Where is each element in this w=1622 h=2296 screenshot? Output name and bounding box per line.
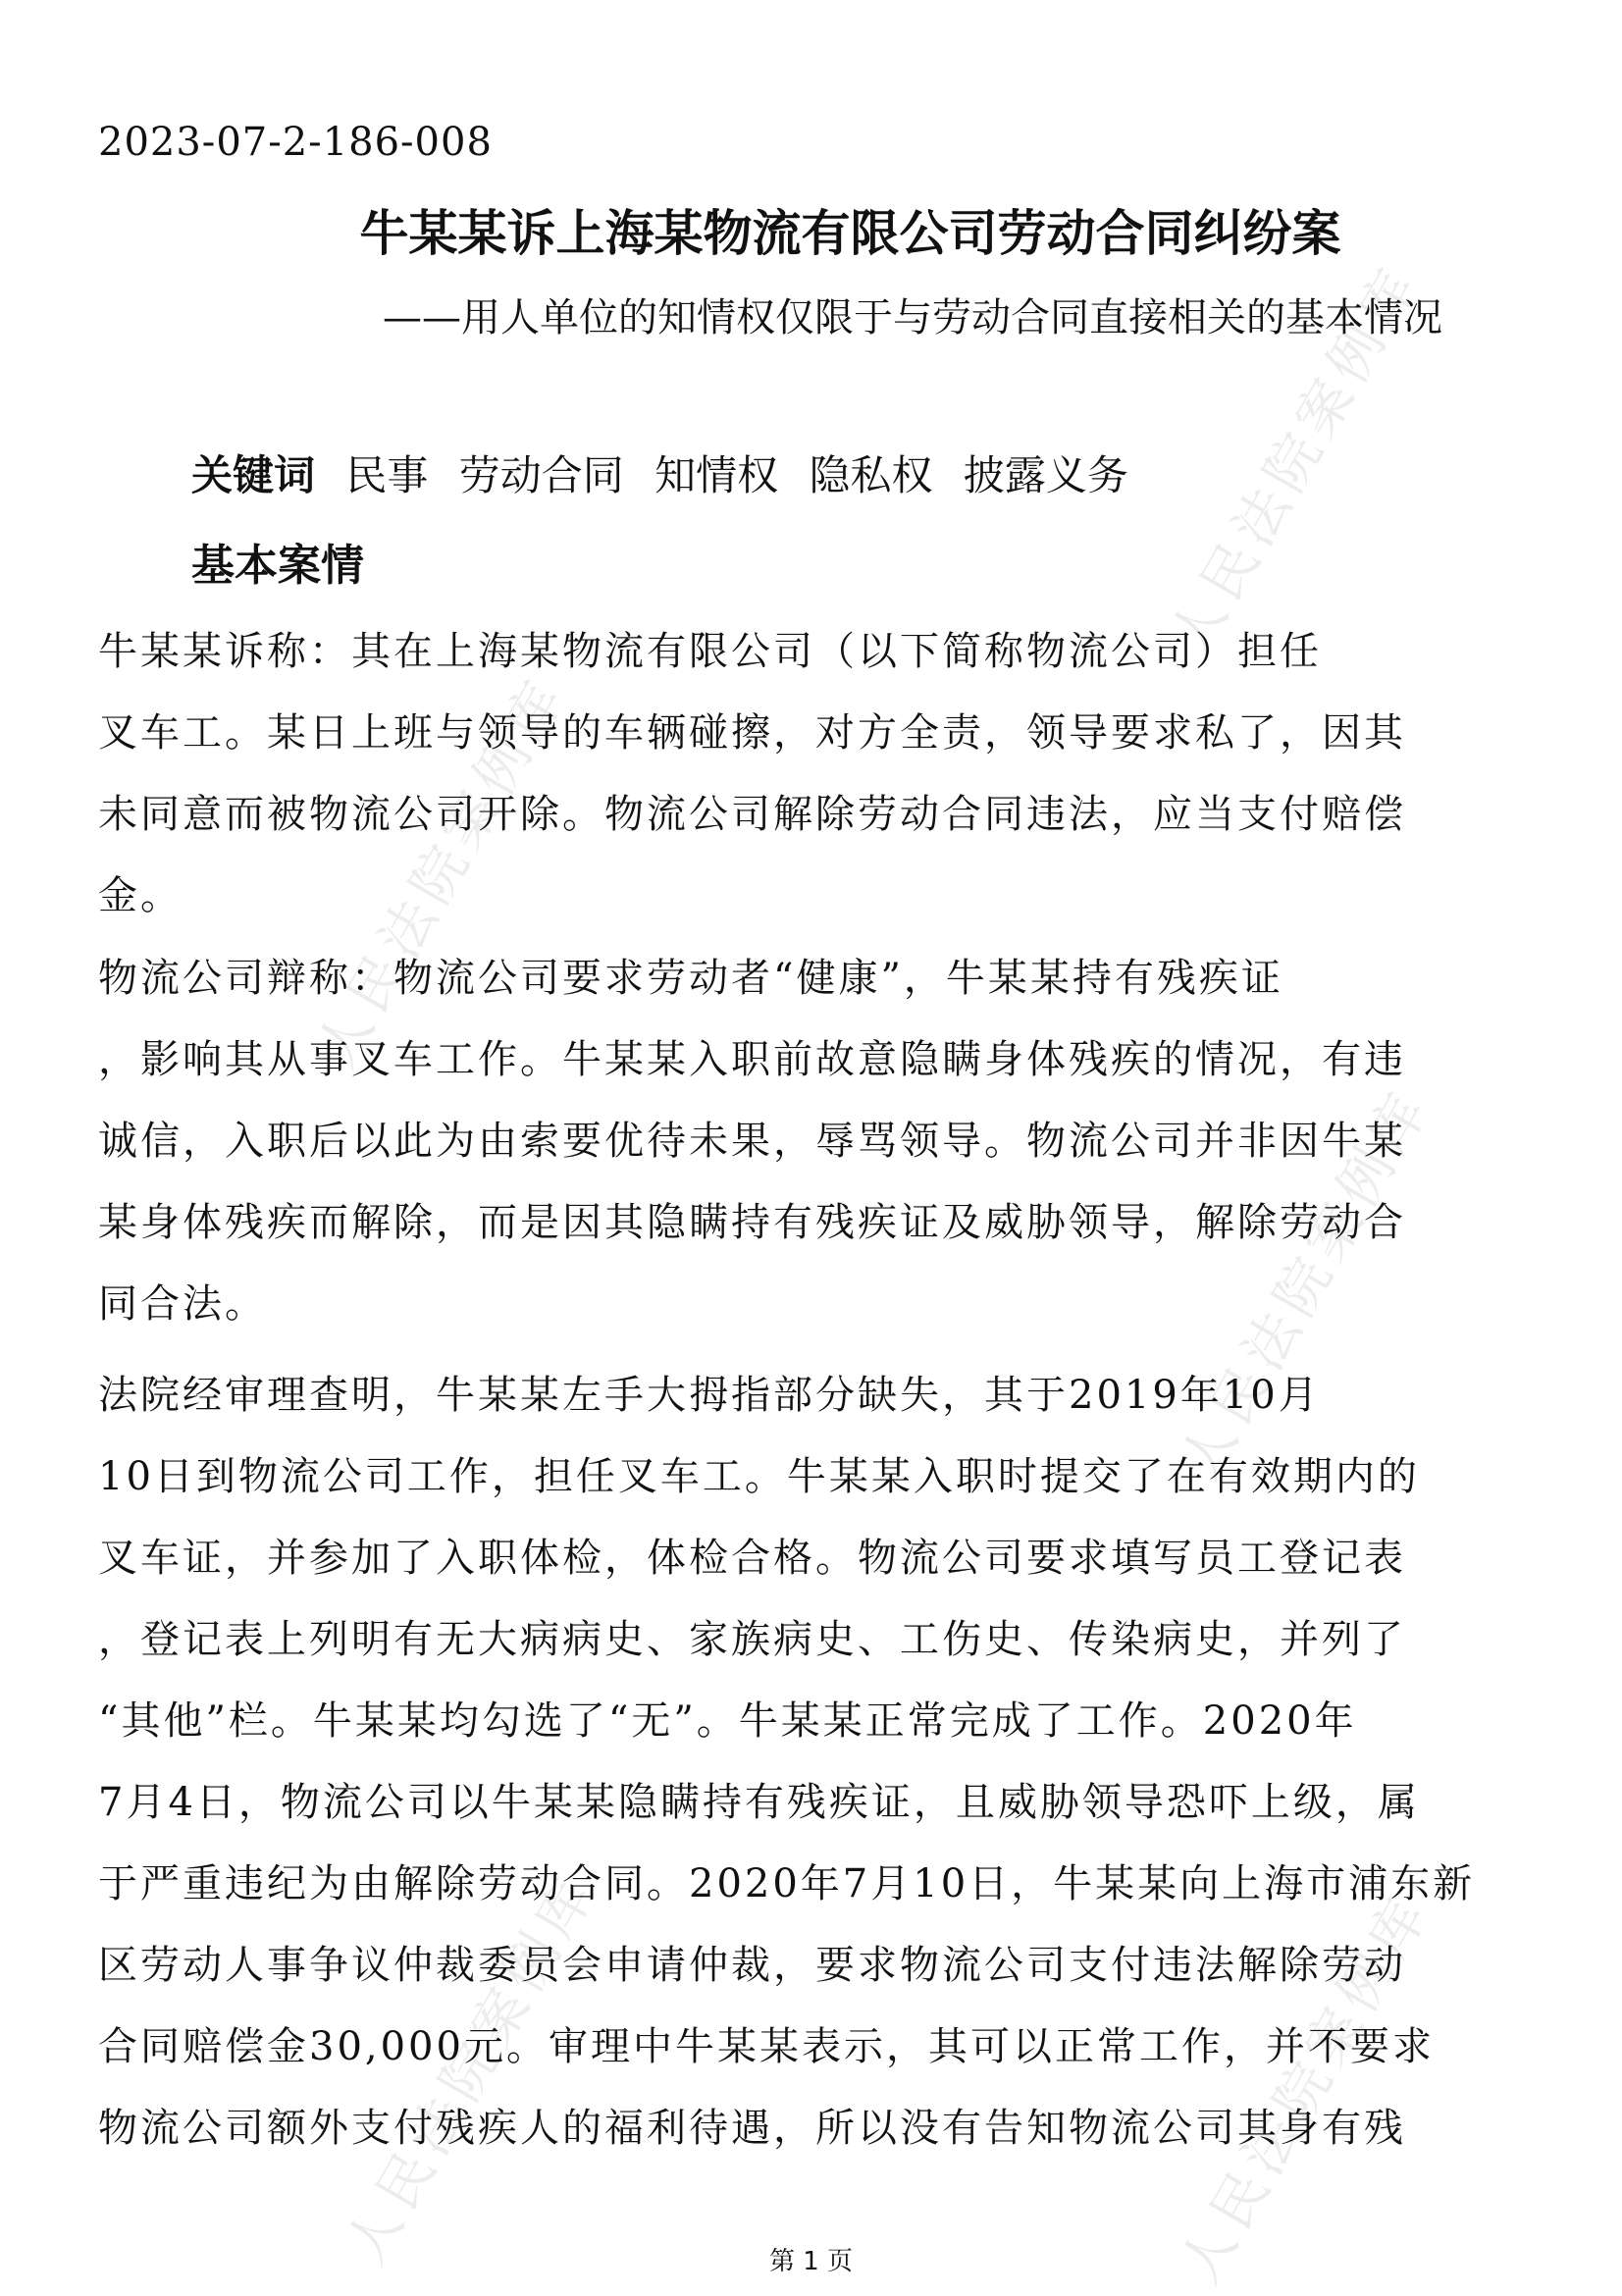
watermark-right-mid: 人民法院案例库 [1168,1077,1443,1490]
body-line: 牛某某诉称：其在上海某物流有限公司（以下简称物流公司）担任 [98,629,1322,674]
keyword-item: 民事 [345,451,429,499]
body-line: 法院经审理查明，牛某某左手大拇指部分缺失，其于2019年10月 [98,1373,1321,1418]
keywords-label: 关键词 [191,451,316,499]
watermark-left-bottom: 人民法院案例库 [334,1862,609,2275]
page-subtitle: ——用人单位的知情权仅限于与劳动合同直接相关的基本情况 [383,295,1442,340]
body-line: ，登记表上列明有无大病病史、家族病史、工伤史、传染病史，并列了 [98,1617,1406,1662]
body-line: 7月4日，物流公司以牛某某隐瞒持有残疾证，且威胁领导恐吓上级，属 [98,1780,1420,1825]
body-line: ，影响其从事叉车工作。牛某某入职前故意隐瞒身体残疾的情况，有违 [98,1037,1406,1082]
body-line: 区劳动人事争议仲裁委员会申请仲裁，要求物流公司支付违法解除劳动 [98,1943,1406,1988]
body-line: 诚信，入职后以此为由索要优待未果，辱骂领导。物流公司并非因牛某 [98,1119,1406,1164]
body-line: 同合法。 [98,1281,267,1327]
keyword-item: 知情权 [654,451,779,499]
body-line: 未同意而被物流公司开除。物流公司解除劳动合同违法，应当支付赔偿 [98,792,1406,837]
case-id: 2023-07-2-186-008 [98,120,493,165]
body-line: 物流公司额外支付残疾人的福利待遇，所以没有告知物流公司其身有残 [98,2106,1406,2151]
body-line: 金。 [98,873,183,918]
body-line: 某身体残疾而解除，而是因其隐瞒持有残疾证及威胁领导，解除劳动合 [98,1200,1406,1245]
body-line: 叉车工。某日上班与领导的车辆碰擦，对方全责，领导要求私了，因其 [98,710,1406,756]
body-line: 合同赔偿金30,000元。审理中牛某某表示，其可以正常工作，并不要求 [98,2024,1435,2069]
body-line: 物流公司辩称：物流公司要求劳动者“健康”，牛某某持有残疾证 [98,956,1283,1001]
body-line: “其他”栏。牛某某均勾选了“无”。牛某某正常完成了工作。2020年 [98,1698,1357,1744]
page-title: 牛某某诉上海某物流有限公司劳动合同纠纷案 [359,204,1341,262]
body-line: 于严重违纪为由解除劳动合同。2020年7月10日，牛某某向上海市浦东新 [98,1861,1476,1906]
body-line: 叉车证，并参加了入职体检，体检合格。物流公司要求填写员工登记表 [98,1536,1406,1581]
keyword-item: 劳动合同 [458,451,624,499]
watermark-right-top: 人民法院案例库 [1158,253,1434,666]
keyword-item: 披露义务 [963,451,1128,499]
watermark-right-bottom: 人民法院案例库 [1168,1882,1443,2295]
section-heading: 基本案情 [191,541,364,591]
keyword-item: 隐私权 [809,451,933,499]
watermark-left-top: 人民法院案例库 [304,665,580,1078]
body-line: 10日到物流公司工作，担任叉车工。牛某某入职时提交了在有效期内的 [98,1454,1420,1499]
page-number: 第 1 页 [768,2247,854,2276]
keywords-line [191,444,1128,502]
